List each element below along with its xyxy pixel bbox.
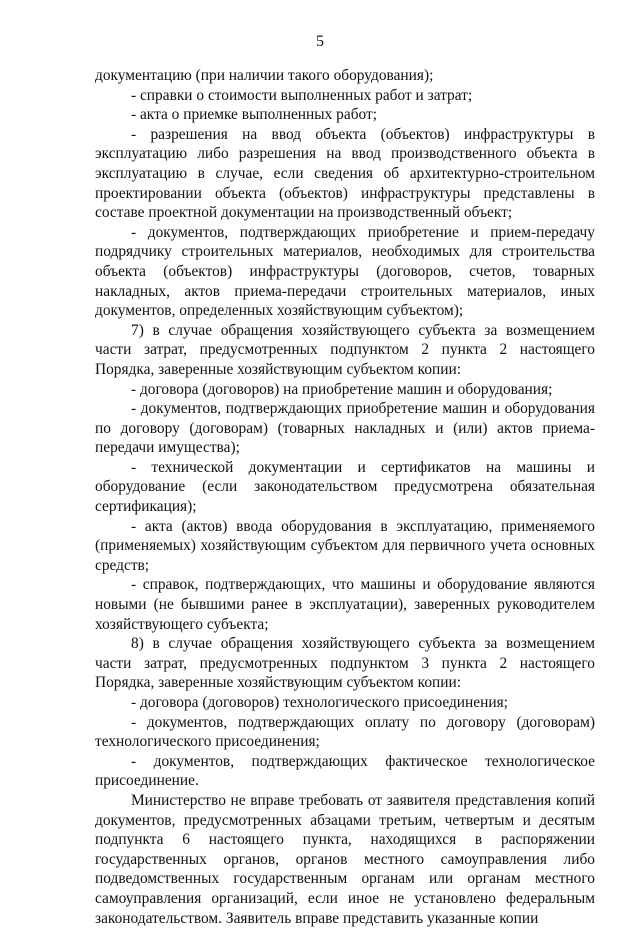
paragraph: - разрешения на ввод объекта (объектов) инфраструктуры в эксплуатацию либо разрешения на ввод производственного объекта в эксплуатацию в случае, если сведения об архитектурно-строительном проектировании объекта (объектов) инфраструктуры представлены в составе проектной документации на производственный объект; [95,125,595,222]
paragraph: документацию (при наличии такого оборудования); [95,67,434,84]
paragraph: - договора (договоров) на приобретение машин и оборудования; [131,380,553,398]
paragraph: Министерство не вправе требовать от заявителя представления копий документов, предусмотренных абзацами третьим, четвертым и десятым подпункта 6 настоящего пункта, находящихся в распоряжении государственных органов, органов местного самоуправления либо подведомственных государственным органам или органам местного самоуправления организаций, если иное не установлено федеральным законодательством. Заявитель вправе представить указанные копии [95,791,595,927]
paragraph: - документов, подтверждающих фактическое технологическое присоединение. [95,752,595,790]
paragraph: - документов, подтверждающих оплату по договору (договорам) технологического присоединения; [95,713,595,751]
paragraph: - акта о приемке выполненных работ; [131,106,378,124]
paragraph: - технической документации и сертификатов на машины и оборудование (если законодательством предусмотрена обязательная сертификация); [95,458,595,516]
page-number: 5 [316,33,324,50]
paragraph: - акта (актов) ввода оборудования в эксплуатацию, применяемого (применяемых) хозяйствующим субъектом для первичного учета основных средств; [95,517,595,574]
paragraph: - справки о стоимости выполненных работ и затрат; [131,86,473,104]
paragraph: 8) в случае обращения хозяйствующего субъекта за возмещением части затрат, предусмотренных подпунктом 3 пункта 2 настоящего Порядка, заверенные хозяйствующим субъектом копии: [95,635,595,692]
paragraph: 7) в случае обращения хозяйствующего субъекта за возмещением части затрат, предусмотренных подпунктом 2 пункта 2 настоящего Порядка, заверенные хозяйствующим субъектом копии: [95,321,595,378]
paragraph: - документов, подтверждающих приобретение и прием-передачу подрядчику строительных материалов, необходимых для строительства объекта (объектов) инфраструктуры (договоров, счетов, товарных накладных, актов приема-передачи строительных материалов, иных документов, определенных хозяйствующим субъектом); [95,223,595,320]
paragraph: - справок, подтверждающих, что машины и оборудование являются новыми (не бывшими ранее в эксплуатации), заверенных руководителем хозяйствующего субъекта; [95,576,595,633]
document-body [95,66,595,928]
paragraph: - договора (договоров) технологического присоединения; [131,694,508,711]
paragraph: - документов, подтверждающих приобретение машин и оборудования по договору (договорам) (товарных накладных и (или) актов приема-передачи имущества); [95,400,595,457]
